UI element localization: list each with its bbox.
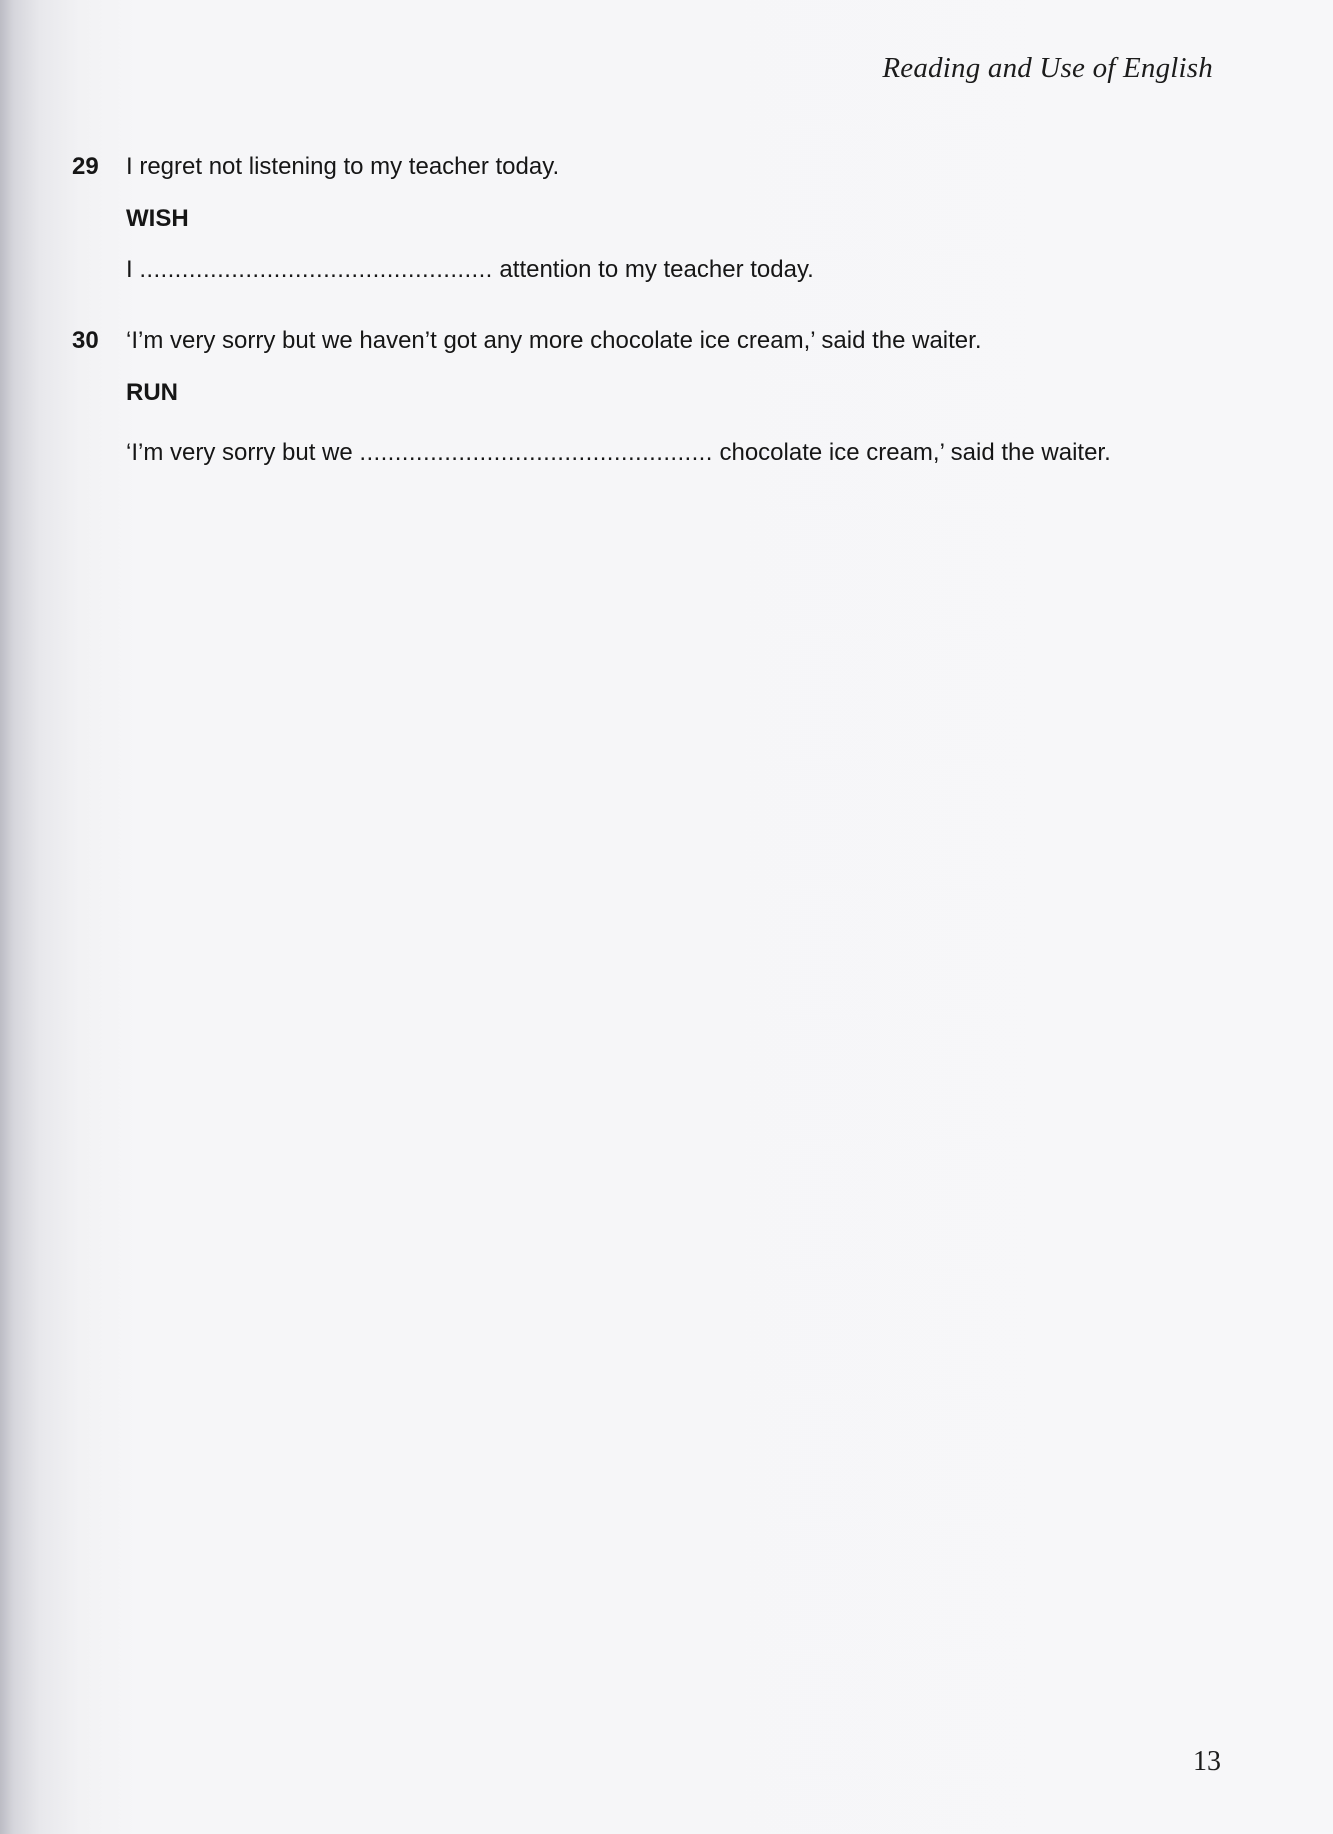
question-29 (72, 150, 1192, 287)
answer-blank[interactable]: .................................................. (139, 256, 493, 283)
answer-line (126, 436, 1192, 470)
question-30 (72, 324, 1192, 470)
page-number: 13 (1193, 1746, 1221, 1777)
question-number: 30 (72, 327, 99, 354)
answer-blank[interactable]: .................................................. (359, 439, 713, 466)
answer-start: ‘I’m very sorry but we (126, 439, 353, 466)
question-sentence: ‘I’m very sorry but we haven’t got any more chocolate ice cream,’ said the waiter. (126, 327, 982, 354)
question-keyword: WISH (126, 205, 189, 232)
question-number: 29 (72, 153, 99, 180)
question-keyword: RUN (126, 379, 178, 406)
answer-end: chocolate ice cream,’ said the waiter. (719, 439, 1111, 466)
answer-line (126, 253, 1192, 287)
question-sentence: I regret not listening to my teacher today. (126, 153, 560, 180)
answer-start: I (126, 256, 133, 283)
running-header: Reading and Use of English (882, 52, 1213, 84)
answer-end: attention to my teacher today. (499, 256, 814, 283)
